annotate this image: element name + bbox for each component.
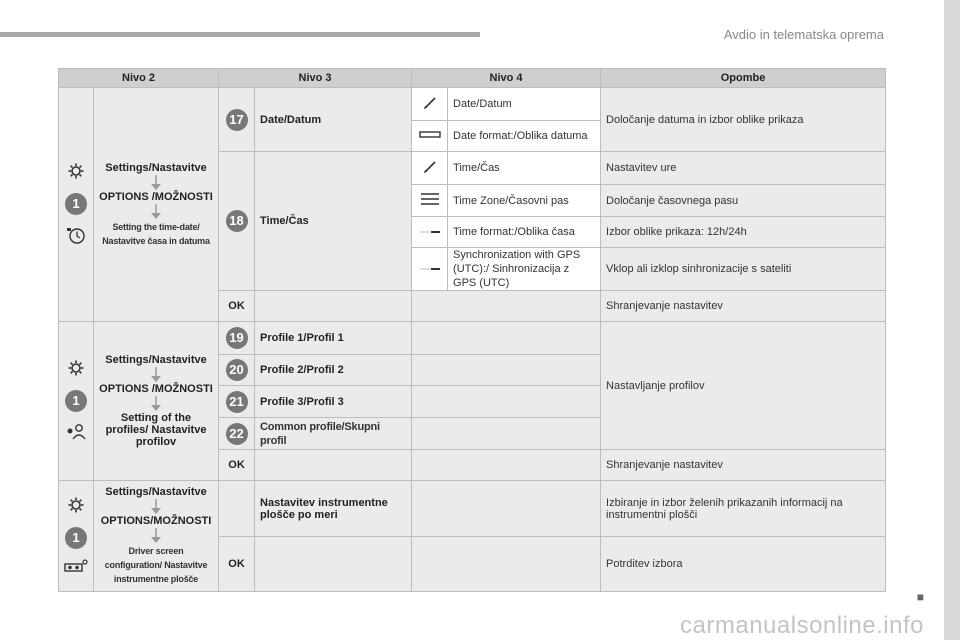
- arrow-down-icon: [150, 528, 162, 543]
- level3-profile-1: Profile 1/Profil 1: [255, 322, 412, 355]
- pencil-icon: [412, 152, 448, 185]
- list-icon: [412, 185, 448, 217]
- note-gps-sync: Vklop ali izklop sinhronizacije s sateliti: [601, 248, 886, 291]
- level4-date-format: Date format:/Oblika datuma: [448, 121, 601, 152]
- table-row: [59, 481, 886, 537]
- level4-time-zone: Time Zone/Časovni pas: [448, 185, 601, 217]
- arrow-down-icon: [150, 367, 162, 382]
- badge-21: 21: [219, 386, 255, 418]
- level3-profile-3: Profile 3/Profil 3: [255, 386, 412, 418]
- note-profiles: Nastavljanje profilov: [601, 322, 886, 450]
- page-marker: ■: [916, 590, 924, 604]
- ok-label: OK: [219, 537, 255, 592]
- badge-19: 19: [219, 322, 255, 355]
- col-opombe: Opombe: [601, 69, 886, 88]
- note-save: Shranjevanje nastavitev: [601, 450, 886, 481]
- badge-20: 20: [219, 355, 255, 386]
- step-badge: 1: [64, 390, 88, 412]
- ok-label: OK: [219, 450, 255, 481]
- format-icon: [412, 121, 448, 152]
- step-badge: 1: [64, 193, 88, 215]
- level3-profile-2: Profile 2/Profil 2: [255, 355, 412, 386]
- menu-options: OPTIONS /MOŽNOSTI: [99, 190, 213, 203]
- nivo2-menu-driver-screen: [94, 481, 219, 592]
- nivo2-icons-profiles: [59, 322, 94, 481]
- right-margin-bar: [944, 0, 960, 640]
- note-confirm: Potrditev izbora: [601, 537, 886, 592]
- note-time-zone: Določanje časovnega pasu: [601, 185, 886, 217]
- gear-icon: [64, 359, 88, 380]
- badge-17: 17: [219, 88, 255, 152]
- menu-settings: Settings/Nastavitve: [105, 486, 207, 498]
- badge-18: 18: [219, 152, 255, 291]
- table-row: [59, 88, 886, 121]
- note-date: Določanje datuma in izbor oblike prikaza: [601, 88, 886, 152]
- step-badge: 1: [64, 527, 88, 549]
- note-instrument-panel: Izbiranje in izbor želenih prikazanih informacij na instrumentni plošči: [601, 481, 886, 537]
- gear-icon: [64, 162, 88, 183]
- settings-table: [58, 68, 886, 592]
- nivo2-icons-driver-screen: [59, 481, 94, 592]
- col-nivo2: Nivo 2: [59, 69, 219, 88]
- level4-date: Date/Datum: [448, 88, 601, 121]
- nivo2-menu-profiles: [94, 322, 219, 481]
- menu-time-date: Setting the time-date/ Nastavitve časa in datuma: [102, 221, 210, 246]
- level3-common-profile: Common profile/Skupni profil: [255, 418, 412, 450]
- col-nivo3: Nivo 3: [219, 69, 412, 88]
- top-rule: [0, 32, 480, 37]
- user-profile-icon: [64, 422, 88, 443]
- menu-options: OPTIONS /MOŽNOSTI: [99, 383, 213, 395]
- level3-date: Date/Datum: [255, 88, 412, 152]
- nivo2-icons-time: [59, 88, 94, 322]
- badge-22: 22: [219, 418, 255, 450]
- toggle-icon: [412, 248, 448, 291]
- arrow-down-icon: [150, 499, 162, 514]
- note-save: Shranjevanje nastavitev: [601, 291, 886, 322]
- clock-icon: [64, 225, 88, 248]
- instrument-panel-icon: [64, 559, 88, 576]
- arrow-down-icon: [150, 175, 162, 190]
- level4-time-format: Time format:/Oblika časa: [448, 217, 601, 248]
- note-time: Nastavitev ure: [601, 152, 886, 185]
- ok-label: OK: [219, 291, 255, 322]
- level4-time: Time/Čas: [448, 152, 601, 185]
- level3-instrument-panel: Nastavitev instrumentne plošče po meri: [255, 481, 412, 537]
- menu-options: OPTIONS/MOŽNOSTI: [100, 515, 212, 527]
- section-title: Avdio in telematska oprema: [723, 27, 884, 42]
- level3-time: Time/Čas: [255, 152, 412, 291]
- nivo2-menu-time: [94, 88, 219, 322]
- menu-driver-screen: Driver screen configuration/ Nastavitve instrumentne plošče: [104, 546, 208, 584]
- note-time-format: Izbor oblike prikaza: 12h/24h: [601, 217, 886, 248]
- table-row: [59, 322, 886, 355]
- pencil-icon: [412, 88, 448, 121]
- watermark: carmanualsonline.info: [680, 612, 924, 639]
- menu-profiles: Setting of the profiles/ Nastavitve profilov: [105, 412, 207, 448]
- toggle-icon: [412, 217, 448, 248]
- gear-icon: [64, 496, 88, 517]
- arrow-down-icon: [150, 204, 162, 219]
- arrow-down-icon: [150, 396, 162, 411]
- level4-gps-sync: Synchronization with GPS (UTC):/ Sinhronizacija z GPS (UTC): [448, 248, 601, 291]
- col-nivo4: Nivo 4: [412, 69, 601, 88]
- menu-settings: Settings/Nastavitve: [105, 354, 207, 366]
- menu-settings: Settings/Nastavitve: [105, 161, 207, 174]
- header-row: [59, 69, 886, 88]
